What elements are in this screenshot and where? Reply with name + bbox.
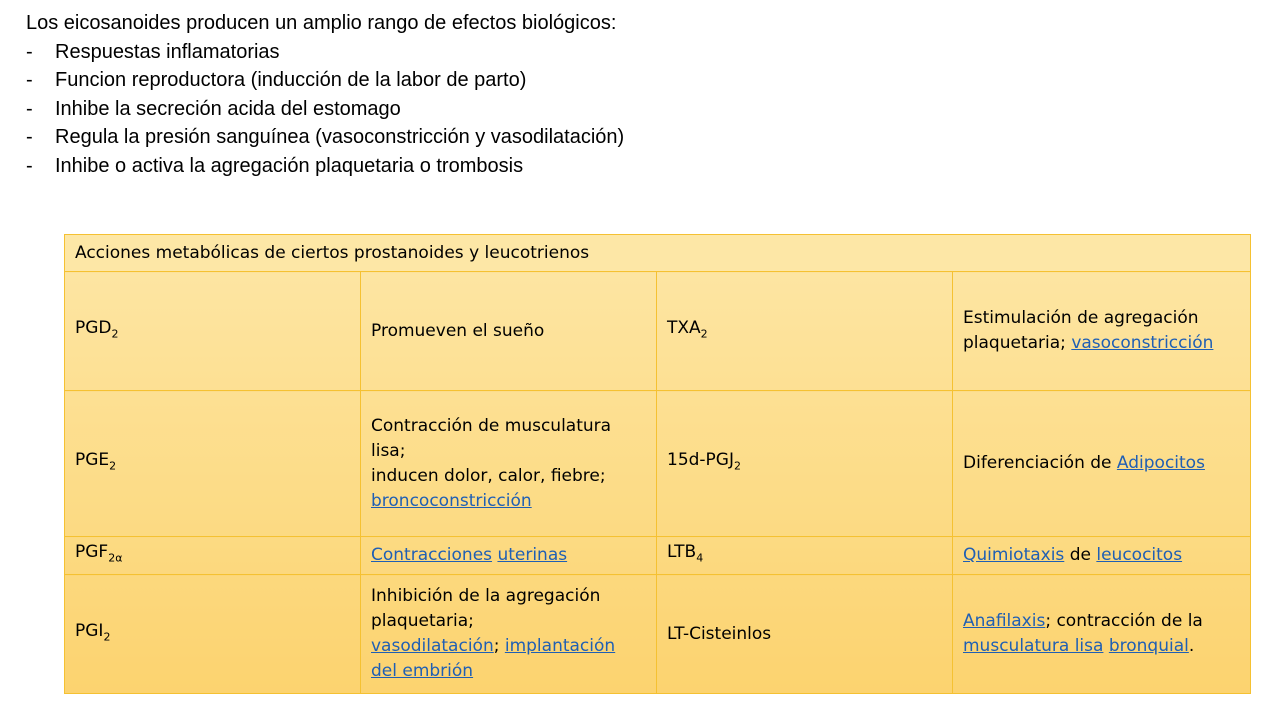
term-link[interactable]: vasodilatación (371, 636, 494, 656)
term-link[interactable]: broncoconstricción (371, 490, 532, 511)
table-cell (953, 537, 1251, 575)
cell-text: Diferenciación de (963, 453, 1117, 473)
table-cell (361, 272, 657, 391)
intro-text (26, 9, 624, 180)
table-cell (361, 537, 657, 575)
subscript: 2 (103, 630, 111, 644)
intro-list (26, 38, 624, 181)
cell-text: PGD (75, 317, 112, 338)
prostanoid-table (64, 234, 1251, 694)
table-title: Acciones metabólicas de ciertos prostanoides y leucotrienos (65, 235, 1251, 272)
cell-text: LTB (667, 542, 697, 563)
table-cell (657, 575, 953, 694)
table-cell (953, 272, 1251, 391)
cell-text: PGE (75, 450, 110, 471)
intro-item (26, 66, 624, 95)
table-cell (657, 537, 953, 575)
intro-item-text: Funcion reproductora (inducción de la labor de parto) (55, 69, 527, 91)
table-row (65, 537, 1251, 575)
cell-text: ; contracción de la (1045, 611, 1203, 631)
term-link[interactable]: vasoconstricción (1071, 333, 1214, 353)
table-cell (953, 391, 1251, 537)
subscript: 4 (696, 551, 704, 565)
term-link[interactable]: leucocitos (1096, 545, 1183, 565)
table-row (65, 272, 1251, 391)
table-cell (65, 272, 361, 391)
table-row (65, 391, 1251, 537)
table-row (65, 575, 1251, 694)
cell-text: . (1188, 636, 1195, 656)
table-cell (65, 391, 361, 537)
term-link[interactable]: Anafilaxis (963, 611, 1046, 631)
term-link[interactable]: Quimiotaxis (963, 545, 1065, 565)
table-cell (953, 575, 1251, 694)
cell-text: ; (493, 636, 505, 656)
bullet-dash: - (26, 126, 33, 148)
intro-item-text: Respuestas inflamatorias (55, 40, 280, 63)
term-link[interactable]: implantación del embrión (371, 636, 616, 681)
table-title-row (65, 235, 1251, 272)
table-cell (361, 391, 657, 537)
term-link[interactable]: Adipocitos (1116, 453, 1205, 473)
subscript: 2 (109, 459, 117, 473)
cell-text: de (1064, 545, 1097, 565)
cell-text: 15d-PGJ (667, 450, 734, 471)
term-link[interactable]: uterinas (497, 545, 568, 565)
cell-text: TXA (667, 317, 701, 338)
intro-item-text: Inhibe o activa la agregación plaquetaria o trombosis (55, 154, 524, 177)
bullet-dash: - (26, 40, 33, 63)
intro-item (26, 123, 624, 152)
cell-text: Inhibición de la agregación plaquetaria; (371, 586, 601, 631)
cell-text: inducen dolor, calor, fiebre; (371, 465, 606, 486)
intro-heading: Los eicosanoides producen un amplio rango de efectos biológicos: (26, 12, 617, 34)
table-cell (65, 537, 361, 575)
cell-text: Promueven el sueño (371, 320, 545, 341)
cell-text: PGI (75, 620, 104, 641)
subscript: 2 (111, 327, 119, 341)
table-cell (657, 272, 953, 391)
intro-item-text: Inhibe la secreción acida del estomago (55, 97, 401, 120)
bullet-dash: - (26, 97, 33, 120)
term-link[interactable]: Contracciones (371, 545, 493, 565)
subscript: 2 (700, 327, 708, 341)
cell-text: Estimulación de agregación plaquetaria; (963, 308, 1199, 353)
table-cell (65, 575, 361, 694)
intro-item-text: Regula la presión sanguínea (vasoconstricción y vasodilatación) (55, 126, 625, 148)
table-cell (361, 575, 657, 694)
cell-text: Contracción de musculatura lisa; (371, 415, 612, 461)
intro-item (26, 95, 624, 124)
cell-text: PGF (75, 542, 109, 563)
subscript: 2α (108, 551, 123, 565)
intro-item (26, 152, 624, 181)
term-link[interactable]: musculatura lisa (963, 636, 1104, 656)
cell-text: LT-Cisteinlos (667, 623, 772, 644)
table-cell (657, 391, 953, 537)
bullet-dash: - (26, 154, 33, 177)
intro-item (26, 38, 624, 67)
term-link[interactable]: bronquial (1108, 636, 1189, 656)
subscript: 2 (734, 459, 741, 473)
bullet-dash: - (26, 69, 33, 91)
